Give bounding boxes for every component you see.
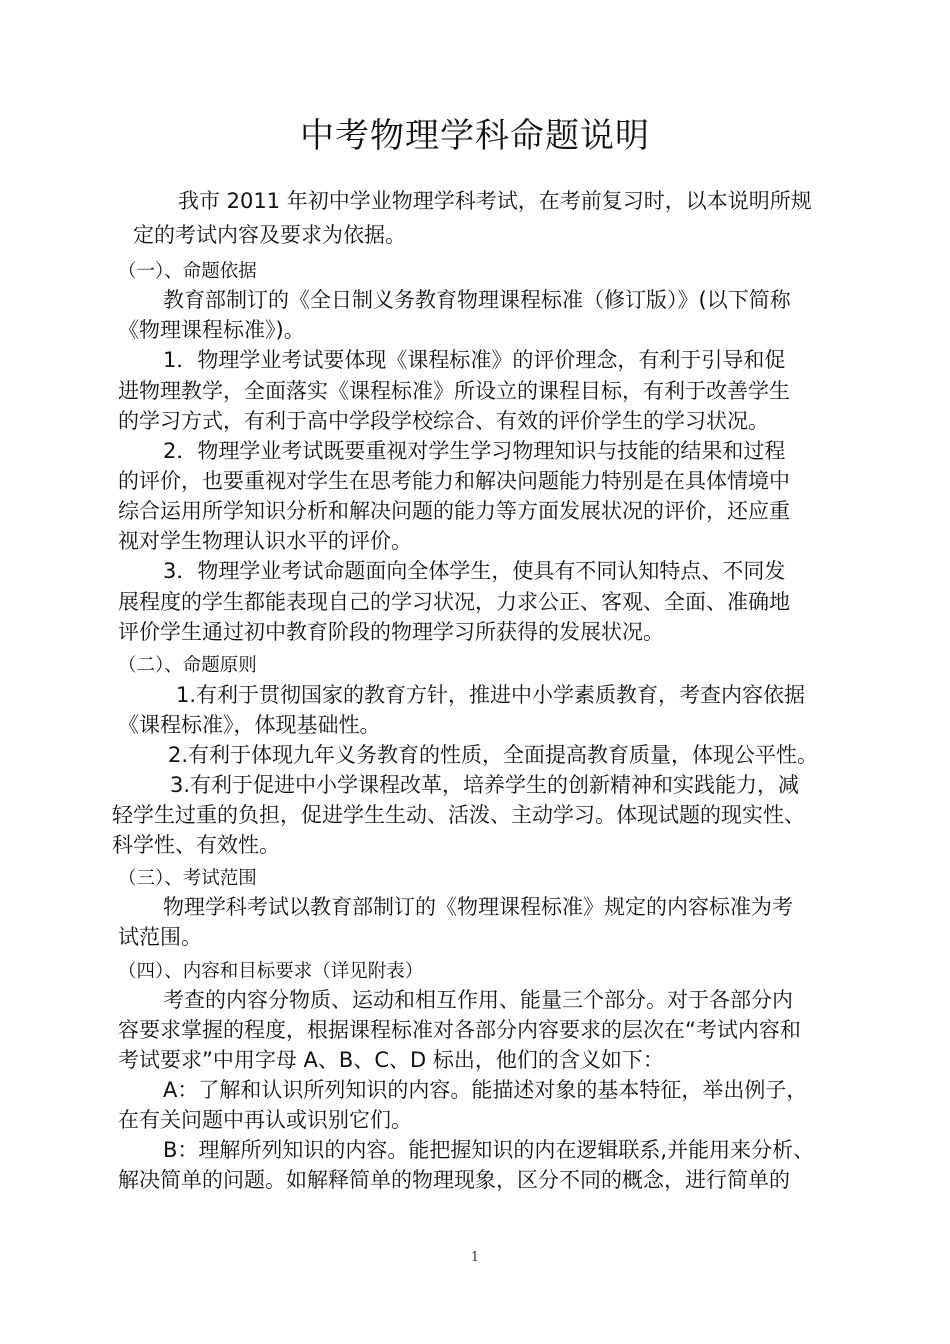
text-line: 《课程标准》，体现基础性。 — [118, 713, 381, 737]
text-line: 《物理课程标准》)。 — [118, 318, 305, 342]
text-line: 科学性、有效性。 — [112, 833, 280, 857]
section-heading: （二）、命题原则 — [118, 655, 257, 676]
text-line: B：理解所列知识的内容。能把握知识的内在逻辑联系,并能用来分析、 — [163, 1138, 815, 1162]
document-title: 中考物理学科命题说明 — [300, 116, 650, 156]
text-line: 解决简单的问题。如解释简单的物理现象，区分不同的概念，进行简单的 — [118, 1168, 790, 1192]
text-line: 视对学生物理认识水平的评价。 — [118, 529, 412, 553]
page-number: 1 — [470, 1250, 480, 1265]
section-heading: （三）、考试范围 — [118, 868, 257, 889]
text-line: 试范围。 — [118, 925, 202, 949]
text-line: 容要求掌握的程度，根据课程标准对各部分内容要求的层次在“考试内容和 — [118, 1018, 801, 1042]
text-line: 1.有利于贯彻国家的教育方针，推进中小学素质教育，考查内容依据 — [176, 683, 806, 707]
text-line: 物理学科考试以教育部制订的《物理课程标准》规定的内容标准为考 — [163, 895, 793, 919]
text-line: A：了解和认识所列知识的内容。能描述对象的基本特征，举出例子， — [163, 1078, 808, 1102]
text-line: 3．物理学业考试命题面向全体学生，使具有不同认知特点、不同发 — [163, 559, 786, 583]
text-line: 评价学生通过初中教育阶段的物理学习所获得的发展状况。 — [118, 620, 664, 644]
text-line: 的学习方式，有利于高中学段学校综合、有效的评价学生的学习状况。 — [118, 409, 769, 433]
text-line: 1．物理学业考试要体现《课程标准》的评价理念，有利于引导和促 — [163, 348, 786, 372]
text-line: 展程度的学生都能表现自己的学习状况，力求公正、客观、全面、准确地 — [118, 590, 790, 614]
text-line: 定的考试内容及要求为依据。 — [133, 223, 406, 247]
text-line: 在有关问题中再认或识别它们。 — [118, 1108, 412, 1132]
text-line: 教育部制订的《全日制义务教育物理课程标准（修订版）》(以下简称 — [163, 288, 791, 312]
text-line: 3.有利于促进中小学课程改革，培养学生的创新精神和实践能力，减 — [170, 773, 800, 797]
text-line: 轻学生过重的负担，促进学生生动、活泼、主动学习。体现试题的现实性、 — [112, 803, 805, 827]
text-line: 2．物理学业考试既要重视对学生学习物理知识与技能的结果和过程 — [163, 439, 786, 463]
text-line: 综合运用所学知识分析和解决问题的能力等方面发展状况的评价，还应重 — [118, 499, 790, 523]
section-heading: （一）、命题依据 — [118, 261, 257, 282]
section-heading: （四）、内容和目标要求（详见附表） — [118, 961, 424, 982]
text-line: 我市 2011 年初中学业物理学科考试，在考前复习时，以本说明所规 — [178, 189, 812, 213]
text-line: 考查的内容分物质、运动和相互作用、能量三个部分。对于各部分内 — [163, 988, 793, 1012]
text-line: 2.有利于体现九年义务教育的性质，全面提高教育质量，体现公平性。 — [168, 743, 819, 767]
text-line: 的评价，也要重视对学生在思考能力和解决问题能力特别是在具体情境中 — [118, 469, 790, 493]
text-line: 考试要求”中用字母 A、B、C、D 标出，他们的含义如下： — [118, 1048, 664, 1072]
text-line: 进物理教学，全面落实《课程标准》所设立的课程目标，有利于改善学生 — [118, 379, 790, 403]
